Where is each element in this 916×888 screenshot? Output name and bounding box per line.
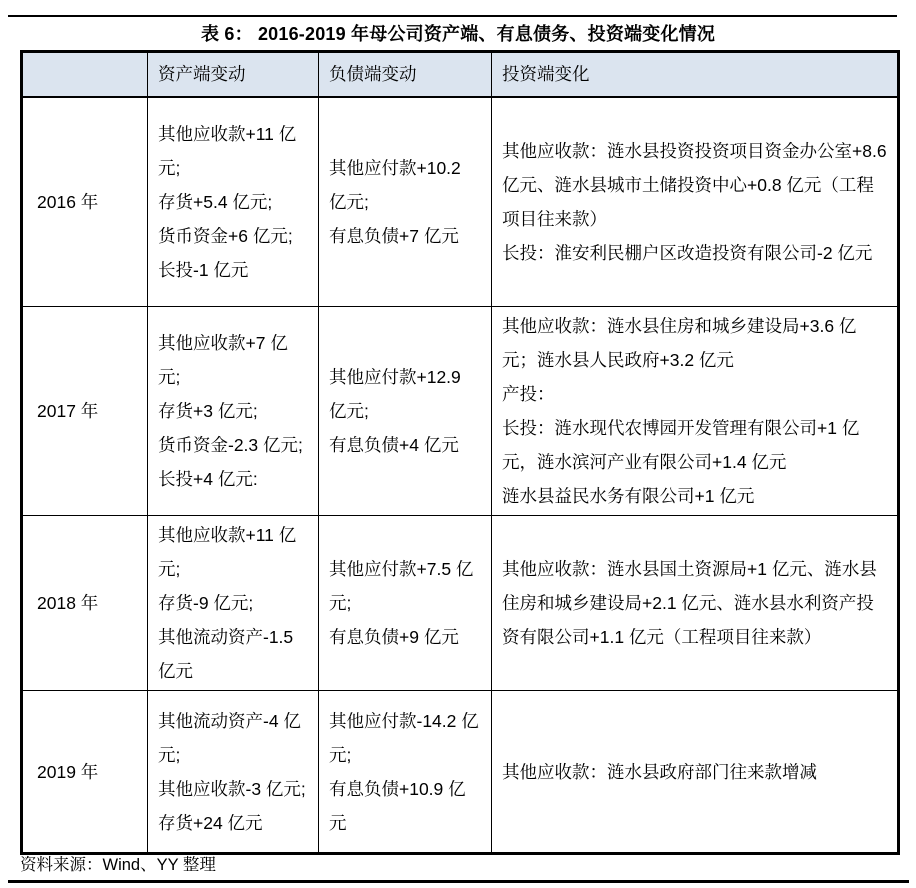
col-header-liabilities: 负债端变动: [319, 52, 492, 97]
cell-paragraph: 涟水县益民水务有限公司+1 亿元: [502, 486, 755, 506]
cell-paragraph: 存货+3 亿元;: [158, 401, 258, 421]
cell-paragraph: 存货+5.4 亿元;: [158, 191, 273, 212]
data-table: [20, 50, 900, 855]
cell-paragraph: 有息负债+7 亿元: [329, 225, 459, 246]
cell-paragraph: 长投+4 亿元:: [158, 469, 258, 489]
year-cell: 2016 年: [22, 97, 148, 307]
cell-paragraph: 有息负债+10.9 亿元: [329, 778, 466, 833]
year-cell: 2018 年: [22, 516, 148, 691]
bottom-rule: [8, 880, 909, 883]
cell-paragraph: 其他应收款-3 亿元;: [158, 778, 306, 799]
col-header-assets: 资产端变动: [148, 52, 319, 97]
cell-paragraph: 存货+24 亿元: [158, 812, 263, 833]
cell-paragraph: 其他应收款：涟水县国土资源局+1 亿元、涟水县住房和城乡建设局+2.1 亿元、涟水县水利资产投资有限公司+1.1 亿元（工程项目往来款）: [502, 559, 877, 647]
table-row: [22, 691, 899, 854]
assets-cell: [148, 307, 319, 516]
cell-paragraph: 货币资金-2.3 亿元;: [158, 435, 303, 455]
cell-paragraph: 其他流动资产-4 亿元;: [158, 710, 301, 765]
cell-paragraph: 其他应付款+10.2 亿元;: [329, 157, 461, 212]
table-body: [22, 97, 899, 854]
cell-paragraph: 货币资金+6 亿元;: [158, 225, 293, 246]
table-title: 表 6： 2016-2019 年母公司资产端、有息债务、投资端变化情况: [200, 24, 716, 44]
cell-paragraph: 其他应收款+11 亿元;: [158, 525, 297, 579]
source-note: 资料来源：Wind、YY 整理: [20, 856, 216, 874]
investments-cell: [492, 307, 899, 516]
cell-paragraph: 其他应收款+7 亿元;: [158, 333, 288, 387]
cell-paragraph: 存货-9 亿元;: [158, 593, 254, 613]
liabilities-cell: [319, 516, 492, 691]
liabilities-cell: [319, 307, 492, 516]
cell-paragraph: 其他应付款+12.9 亿元;: [329, 367, 461, 421]
investments-cell: [492, 516, 899, 691]
cell-paragraph: 产投：: [502, 384, 555, 404]
cell-paragraph: 其他应付款+7.5 亿元;: [329, 559, 474, 613]
cell-paragraph: 其他应收款+11 亿元;: [158, 123, 297, 178]
year-cell: 2017 年: [22, 307, 148, 516]
year-cell: 2019 年: [22, 691, 148, 854]
assets-cell: [148, 516, 319, 691]
col-header-investments: 投资端变化: [492, 52, 899, 97]
cell-paragraph: 其他应收款：涟水县投资投资项目资金办公室+8.6 亿元、涟水县城市土储投资中心+0.8 亿元（工程项目往来款）: [502, 140, 887, 229]
cell-paragraph: 其他应收款：涟水县住房和城乡建设局+3.6 亿元；涟水县人民政府+3.2 亿元: [502, 316, 857, 370]
cell-paragraph: 长投：涟水现代农博园开发管理有限公司+1 亿元，涟水滨河产业有限公司+1.4 亿元: [502, 418, 860, 472]
cell-paragraph: 其他应收款：涟水县政府部门往来款增减: [502, 761, 817, 782]
table-row: [22, 97, 899, 307]
assets-cell: [148, 97, 319, 307]
cell-paragraph: 有息负债+9 亿元: [329, 627, 459, 647]
cell-paragraph: 其他应付款-14.2 亿元;: [329, 710, 479, 765]
cell-paragraph: 有息负债+4 亿元: [329, 435, 459, 455]
top-rule: [8, 15, 897, 17]
cell-paragraph: 长投：淮安利民棚户区改造投资有限公司-2 亿元: [502, 242, 873, 263]
cell-paragraph: 长投-1 亿元: [158, 259, 249, 280]
assets-cell: [148, 691, 319, 854]
liabilities-cell: [319, 691, 492, 854]
liabilities-cell: [319, 97, 492, 307]
investments-cell: [492, 691, 899, 854]
col-header-year: [22, 52, 148, 97]
cell-paragraph: 其他流动资产-1.5 亿元: [158, 627, 294, 681]
table-row: [22, 516, 899, 691]
table-row: [22, 307, 899, 516]
investments-cell: [492, 97, 899, 307]
header-row: [22, 52, 899, 97]
